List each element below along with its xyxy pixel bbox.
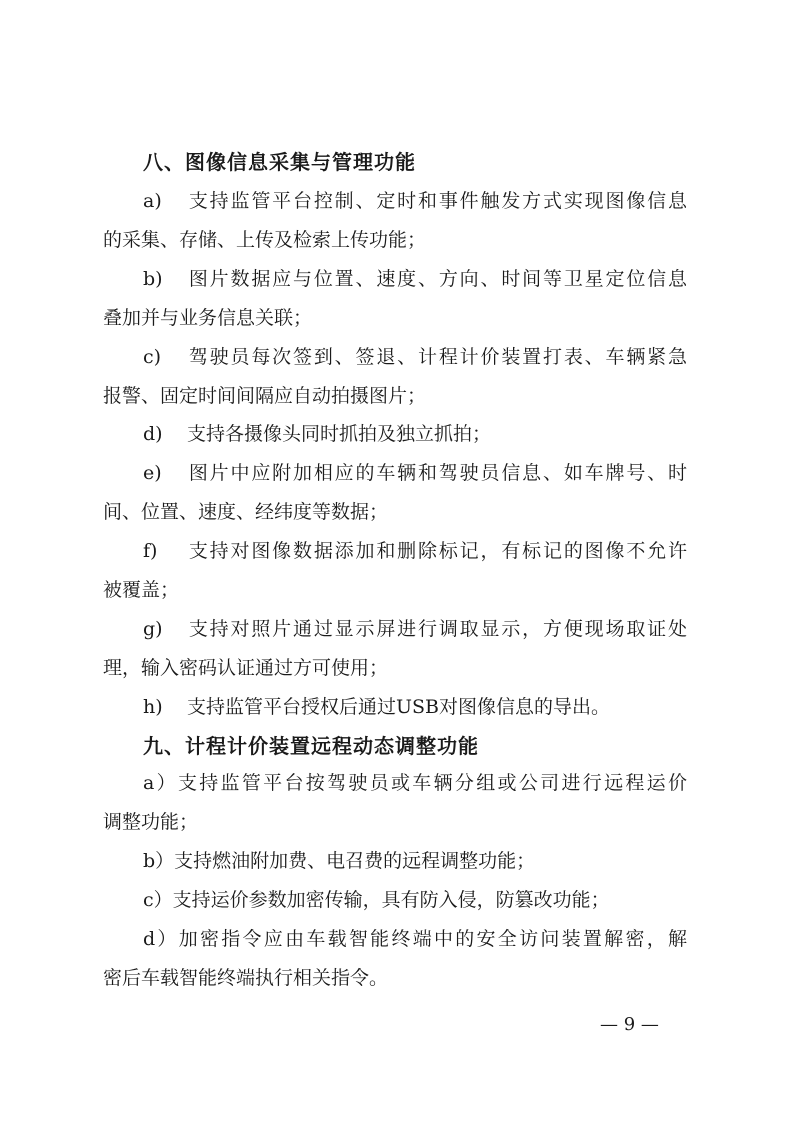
item-8e-label: e)	[143, 462, 162, 484]
item-8e-line-2: 间、位置、速度、经纬度等数据；	[103, 501, 389, 523]
item-8c-label: c)	[143, 346, 162, 368]
item-8d-label: d)	[143, 423, 163, 445]
item-8h-label: h)	[143, 696, 163, 718]
item-8b-line-2: 叠加并与业务信息关联；	[103, 307, 313, 329]
item-8b-line-1	[143, 264, 687, 291]
item-8f-line-2: 被覆盖；	[103, 579, 180, 601]
page-number: — 9 —	[600, 1014, 659, 1035]
section-9-heading: 九、计程计价装置远程动态调整功能	[143, 734, 479, 758]
item-9b-line-1: b）支持燃油附加费、电召费的远程调整功能；	[143, 850, 536, 872]
item-8e-line-1	[143, 458, 687, 485]
item-8c-line-2: 报警、固定时间间隔应自动拍摄图片；	[103, 385, 427, 407]
item-8h-text-1: 支持监管平台授权后通过USB对图像信息的导出。	[187, 696, 610, 718]
item-8e-text-1: 图片中应附加相应的车辆和驾驶员信息、如车牌号、时	[187, 462, 687, 484]
item-8h-line-1	[143, 692, 610, 719]
item-8d-text-1: 支持各摄像头同时抓拍及独立抓拍；	[187, 423, 492, 445]
item-9d-line-1: d）加密指令应由车载智能终端中的安全访问装置解密，解	[143, 928, 687, 950]
item-8b-text-1: 图片数据应与位置、速度、方向、时间等卫星定位信息	[187, 268, 687, 290]
item-8f-text-1: 支持对图像数据添加和删除标记，有标记的图像不允许	[187, 540, 687, 562]
item-8g-text-1: 支持对照片通过显示屏进行调取显示，方便现场取证处	[187, 618, 687, 640]
item-8b-label: b)	[143, 268, 163, 290]
item-8a-label: a)	[143, 190, 162, 212]
item-8a-line-1	[143, 186, 687, 213]
item-8a-line-2: 的采集、存储、上传及检索上传功能；	[103, 229, 427, 251]
item-8f-label: f)	[143, 540, 158, 562]
item-8g-line-1	[143, 614, 687, 641]
item-8d-line-1	[143, 419, 491, 446]
section-8-heading: 八、图像信息采集与管理功能	[143, 150, 416, 174]
item-8g-label: g)	[143, 618, 163, 640]
item-8a-text-1: 支持监管平台控制、定时和事件触发方式实现图像信息	[187, 190, 687, 212]
item-8c-line-1	[143, 342, 687, 369]
item-8g-line-2: 理，输入密码认证通过方可使用；	[103, 657, 389, 679]
item-9a-line-1: a）支持监管平台按驾驶员或车辆分组或公司进行远程运价	[143, 772, 687, 794]
item-9a-line-2: 调整功能；	[103, 811, 199, 833]
item-8c-text-1: 驾驶员每次签到、签退、计程计价装置打表、车辆紧急	[187, 346, 687, 368]
item-8f-line-1	[143, 536, 687, 563]
item-9d-line-2: 密后车载智能终端执行相关指令。	[103, 967, 389, 989]
item-9c-line-1: c）支持运价参数加密传输，具有防入侵，防篡改功能；	[143, 889, 610, 911]
